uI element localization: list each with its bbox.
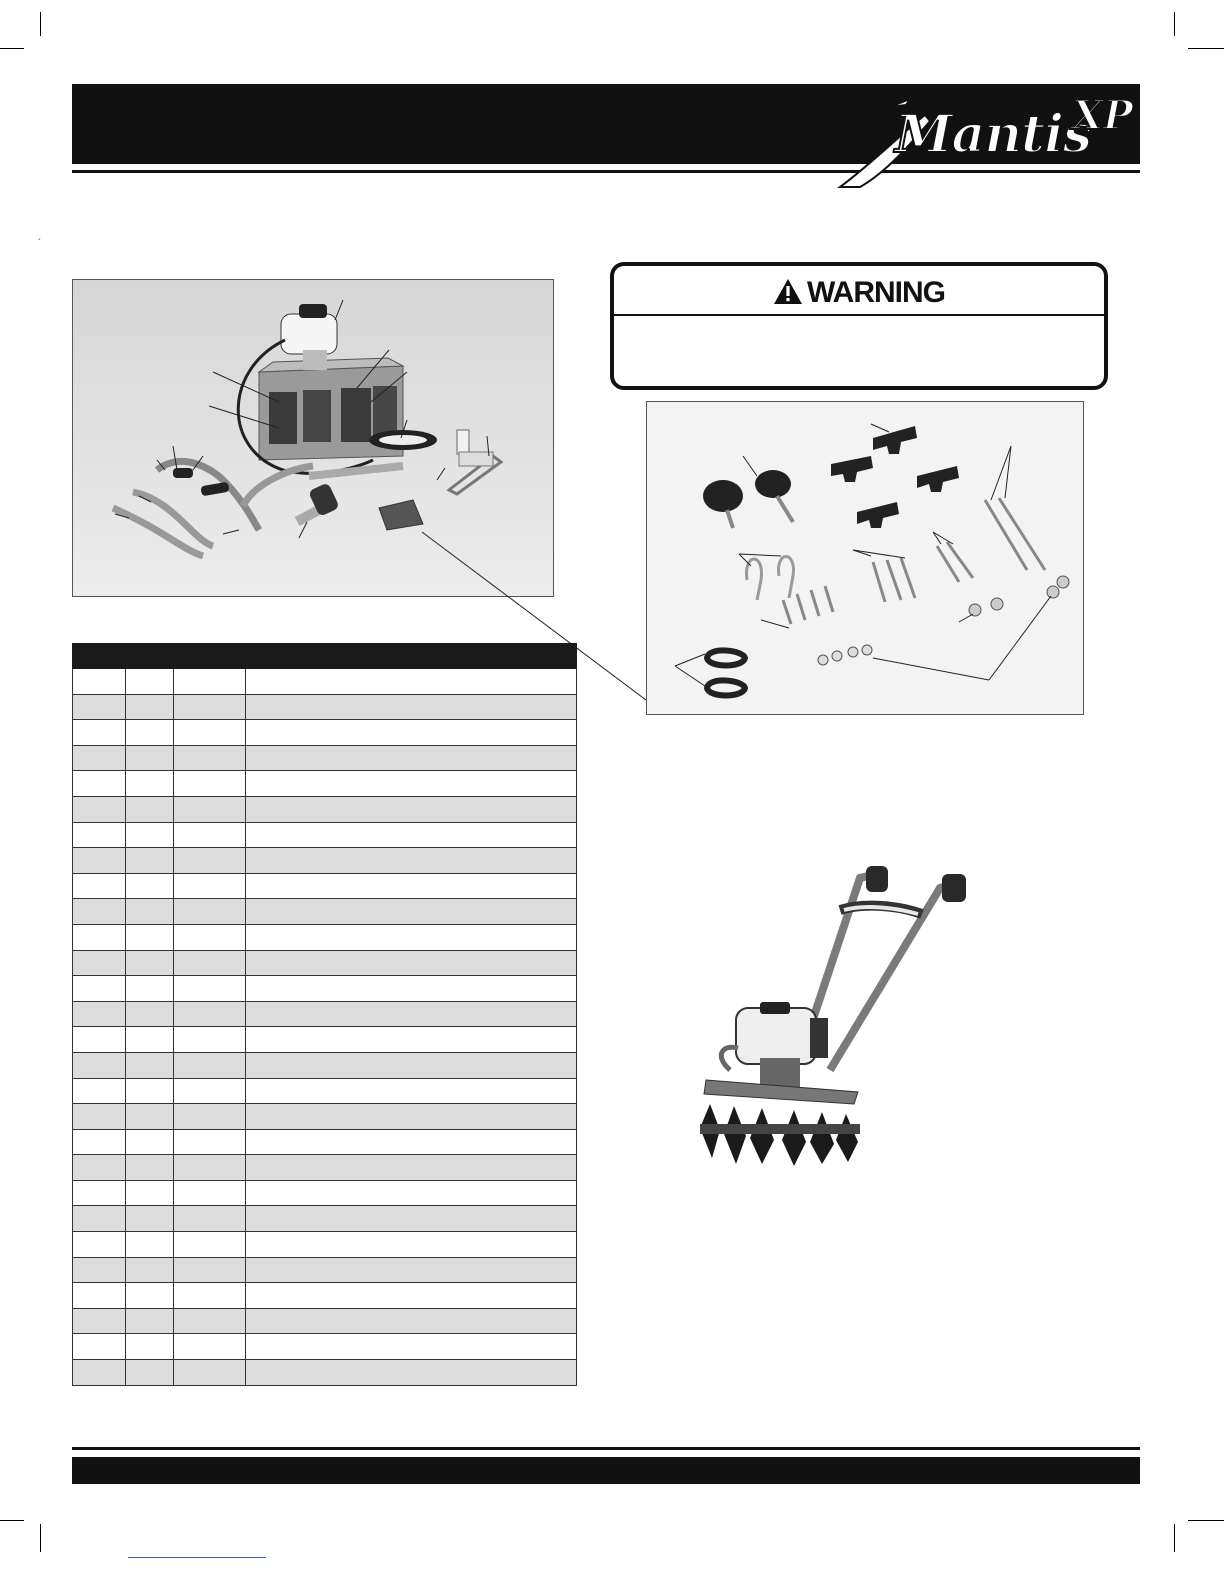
table-cell bbox=[73, 669, 126, 695]
table-cell bbox=[174, 950, 246, 976]
table-row bbox=[73, 1027, 577, 1053]
table-cell bbox=[174, 669, 246, 695]
table-cell bbox=[126, 1360, 174, 1386]
table-cell bbox=[73, 1257, 126, 1283]
parts-table-header bbox=[73, 644, 577, 669]
table-cell bbox=[174, 1027, 246, 1053]
table-cell bbox=[73, 1155, 126, 1181]
column-header bbox=[246, 644, 577, 669]
table-cell bbox=[246, 924, 577, 950]
table-cell bbox=[126, 1052, 174, 1078]
assembled-tiller-photo bbox=[690, 858, 980, 1168]
table-cell bbox=[126, 796, 174, 822]
table-cell bbox=[126, 822, 174, 848]
table-row bbox=[73, 899, 577, 925]
table-cell bbox=[246, 669, 577, 695]
table-cell bbox=[174, 899, 246, 925]
table-cell bbox=[246, 822, 577, 848]
table-row bbox=[73, 745, 577, 771]
table-cell bbox=[246, 1155, 577, 1181]
table-row bbox=[73, 771, 577, 797]
table-cell bbox=[246, 1052, 577, 1078]
table-cell bbox=[174, 1257, 246, 1283]
table-cell bbox=[126, 1129, 174, 1155]
table-cell bbox=[73, 694, 126, 720]
footer-rule bbox=[72, 1447, 1140, 1450]
table-cell bbox=[246, 976, 577, 1002]
warning-title: WARNING bbox=[807, 276, 945, 309]
table-row bbox=[73, 720, 577, 746]
table-cell bbox=[246, 848, 577, 874]
table-row bbox=[73, 1001, 577, 1027]
table-cell bbox=[174, 848, 246, 874]
table-cell bbox=[73, 924, 126, 950]
table-cell bbox=[174, 976, 246, 1002]
table-row bbox=[73, 976, 577, 1002]
table-row bbox=[73, 950, 577, 976]
table-cell bbox=[73, 1334, 126, 1360]
footer-bar bbox=[72, 1457, 1140, 1484]
table-row bbox=[73, 1052, 577, 1078]
table-cell bbox=[73, 1360, 126, 1386]
table-cell bbox=[126, 1232, 174, 1258]
table-cell bbox=[126, 873, 174, 899]
table-cell bbox=[174, 1334, 246, 1360]
table-cell bbox=[126, 1001, 174, 1027]
table-cell bbox=[174, 1104, 246, 1130]
table-cell bbox=[174, 1206, 246, 1232]
table-cell bbox=[174, 1155, 246, 1181]
table-row bbox=[73, 1104, 577, 1130]
table-cell bbox=[174, 822, 246, 848]
parts-table bbox=[72, 643, 577, 1386]
table-cell bbox=[174, 720, 246, 746]
table-cell bbox=[73, 848, 126, 874]
table-cell bbox=[246, 1334, 577, 1360]
table-cell bbox=[246, 1360, 577, 1386]
table-cell bbox=[126, 1334, 174, 1360]
table-cell bbox=[126, 694, 174, 720]
table-cell bbox=[73, 1206, 126, 1232]
table-row bbox=[73, 848, 577, 874]
table-cell bbox=[73, 1283, 126, 1309]
table-row bbox=[73, 1180, 577, 1206]
column-header bbox=[73, 644, 126, 669]
table-cell bbox=[126, 1308, 174, 1334]
table-row bbox=[73, 1308, 577, 1334]
table-cell bbox=[246, 1180, 577, 1206]
table-cell bbox=[73, 899, 126, 925]
table-cell bbox=[174, 796, 246, 822]
table-cell bbox=[246, 1129, 577, 1155]
table-row bbox=[73, 796, 577, 822]
table-cell bbox=[246, 1206, 577, 1232]
table-row bbox=[73, 1334, 577, 1360]
table-cell bbox=[73, 1129, 126, 1155]
table-cell bbox=[246, 1257, 577, 1283]
table-cell bbox=[246, 796, 577, 822]
table-cell bbox=[246, 694, 577, 720]
table-cell bbox=[73, 873, 126, 899]
table-cell bbox=[73, 796, 126, 822]
table-cell bbox=[246, 771, 577, 797]
table-cell bbox=[73, 1232, 126, 1258]
table-cell bbox=[246, 1027, 577, 1053]
table-cell bbox=[126, 1283, 174, 1309]
table-cell bbox=[174, 873, 246, 899]
table-cell bbox=[126, 1155, 174, 1181]
brand-name: Mantis bbox=[895, 104, 1092, 165]
assembled-tiller-illustration bbox=[690, 858, 980, 1168]
table-row bbox=[73, 924, 577, 950]
table-row bbox=[73, 1129, 577, 1155]
table-cell bbox=[73, 1180, 126, 1206]
table-row bbox=[73, 1078, 577, 1104]
table-cell bbox=[126, 924, 174, 950]
table-cell bbox=[246, 1078, 577, 1104]
table-cell bbox=[174, 1308, 246, 1334]
table-cell bbox=[174, 1129, 246, 1155]
table-cell bbox=[246, 873, 577, 899]
table-cell bbox=[73, 1078, 126, 1104]
table-cell bbox=[174, 1180, 246, 1206]
table-row bbox=[73, 694, 577, 720]
table-cell bbox=[246, 899, 577, 925]
table-cell bbox=[174, 1283, 246, 1309]
table-cell bbox=[174, 694, 246, 720]
table-cell bbox=[174, 924, 246, 950]
table-cell bbox=[174, 1001, 246, 1027]
table-row bbox=[73, 822, 577, 848]
table-cell bbox=[246, 720, 577, 746]
table-cell bbox=[126, 1180, 174, 1206]
table-cell bbox=[126, 848, 174, 874]
stray-mark: ´ bbox=[38, 238, 42, 249]
table-cell bbox=[73, 1027, 126, 1053]
table-cell bbox=[73, 720, 126, 746]
table-cell bbox=[174, 1232, 246, 1258]
table-row bbox=[73, 1360, 577, 1386]
table-cell bbox=[73, 745, 126, 771]
table-cell bbox=[73, 1052, 126, 1078]
table-row bbox=[73, 669, 577, 695]
table-cell bbox=[246, 1232, 577, 1258]
table-cell bbox=[126, 1104, 174, 1130]
column-header bbox=[126, 644, 174, 669]
table-cell bbox=[246, 745, 577, 771]
table-row bbox=[73, 1232, 577, 1258]
table-cell bbox=[126, 720, 174, 746]
table-cell bbox=[73, 976, 126, 1002]
column-header bbox=[174, 644, 246, 669]
table-cell bbox=[246, 1308, 577, 1334]
table-row bbox=[73, 1206, 577, 1232]
table-cell bbox=[73, 1308, 126, 1334]
table-cell bbox=[126, 899, 174, 925]
table-cell bbox=[126, 950, 174, 976]
table-cell bbox=[126, 1257, 174, 1283]
table-cell bbox=[246, 1001, 577, 1027]
table-cell bbox=[174, 771, 246, 797]
table-cell bbox=[174, 745, 246, 771]
table-row bbox=[73, 1155, 577, 1181]
table-cell bbox=[246, 1104, 577, 1130]
brand-suffix: XP bbox=[1072, 92, 1134, 139]
table-cell bbox=[174, 1052, 246, 1078]
table-cell bbox=[126, 771, 174, 797]
table-cell bbox=[126, 976, 174, 1002]
table-row bbox=[73, 1283, 577, 1309]
table-cell bbox=[73, 1001, 126, 1027]
table-cell bbox=[126, 1078, 174, 1104]
table-cell bbox=[174, 1360, 246, 1386]
table-row bbox=[73, 873, 577, 899]
table-cell bbox=[246, 1283, 577, 1309]
parts-table-body bbox=[73, 669, 577, 1386]
table-cell bbox=[126, 745, 174, 771]
table-cell bbox=[126, 1027, 174, 1053]
table-cell bbox=[126, 1206, 174, 1232]
table-cell bbox=[73, 950, 126, 976]
table-cell bbox=[73, 822, 126, 848]
table-cell bbox=[174, 1078, 246, 1104]
table-cell bbox=[73, 1104, 126, 1130]
table-row bbox=[73, 1257, 577, 1283]
table-cell bbox=[73, 771, 126, 797]
table-cell bbox=[246, 950, 577, 976]
link-underline bbox=[128, 1557, 266, 1558]
table-cell bbox=[126, 669, 174, 695]
